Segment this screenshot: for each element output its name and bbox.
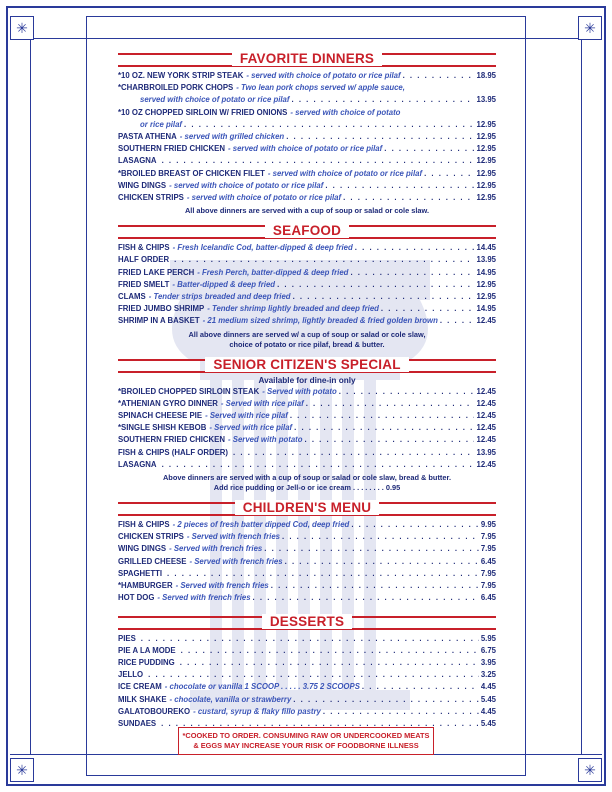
menu-item-name: SOUTHERN FRIED CHICKEN [118, 435, 225, 445]
menu-item-name: *HAMBURGER [118, 581, 173, 591]
dot-leader [384, 143, 474, 155]
dot-leader [323, 706, 479, 718]
menu-item-price: 13.95 [476, 95, 496, 105]
menu-item-price: 13.95 [476, 447, 496, 457]
dot-leader [264, 543, 479, 555]
section-title: CHILDREN'S MENU [235, 500, 379, 515]
menu-item [118, 531, 496, 543]
menu-item [118, 459, 496, 471]
menu-item-description: - Batter-dipped & deep fried [172, 279, 276, 289]
menu-item-name: *SINGLE SHISH KEBOB [118, 423, 207, 433]
note-line: All above dinners are served w/ a cup of soup or salad or cole slaw, [188, 329, 426, 339]
dot-leader [277, 279, 474, 291]
menu-item-description: - served with choice of potato or rice pilaf [246, 71, 401, 80]
menu-item-price: 12.95 [476, 180, 496, 190]
menu-item-name: HALF ORDER [118, 255, 170, 265]
menu-item [118, 694, 496, 706]
menu-item-price: 14.95 [476, 267, 496, 277]
menu-item [118, 706, 496, 718]
menu-item-price: 12.45 [476, 316, 496, 326]
menu-item [118, 519, 496, 531]
menu-item-description: - served with choice of potato or rice pilaf [169, 180, 324, 190]
menu-item-name: FRIED JUMBO SHRIMP [118, 304, 205, 314]
menu-item-description: - chocolate or vanilla 1 SCOOP . . . . . 3.75 2 SCOOPS [164, 682, 360, 692]
menu-item-description: - Tender shrimp lightly breaded and deep fried [207, 304, 379, 314]
menu-item-name: *10 OZ CHOPPED SIRLOIN W/ FRIED ONIONS [118, 107, 288, 117]
menu-item-price: 6.45 [480, 593, 496, 603]
senior-special-list [118, 386, 496, 471]
menu-item-name: LASAGNA [118, 156, 157, 166]
dot-leader [403, 70, 475, 82]
section-title: DESSERTS [262, 614, 352, 629]
menu-item-price: 12.95 [476, 292, 496, 302]
menu-item-price: 5.95 [480, 633, 496, 643]
menu-item-name: LASAGNA [118, 459, 157, 469]
menu-item [118, 410, 496, 422]
menu-item-name: FISH & CHIPS (HALF ORDER) [118, 447, 229, 457]
dot-leader [282, 531, 479, 543]
childrens-menu-header [118, 497, 496, 519]
menu-item-name: HOT DOG [118, 593, 155, 603]
menu-item-price: 4.45 [480, 706, 496, 716]
menu-item [118, 94, 496, 106]
menu-item-price: 12.95 [476, 156, 496, 166]
corner-ornament-icon: ✳ [578, 16, 602, 40]
menu-item-name: WING DINGS [118, 544, 167, 554]
menu-item [118, 267, 496, 279]
menu-item-name: FISH & CHIPS [118, 520, 170, 530]
menu-item [118, 82, 496, 94]
menu-item-price: 7.95 [480, 581, 496, 591]
menu-item-description: - Served with french fries [169, 544, 263, 554]
seafood-list [118, 242, 496, 327]
menu-item-name: FISH & CHIPS [118, 243, 170, 253]
menu-item [118, 303, 496, 315]
menu-item-price: 12.95 [476, 168, 496, 178]
dot-leader [285, 556, 479, 568]
dot-leader [293, 694, 479, 706]
menu-item-name: *BROILED CHOPPED SIRLOIN STEAK [118, 386, 260, 396]
menu-item [118, 681, 496, 693]
menu-item-name: RICE PUDDING [118, 657, 175, 667]
menu-item-price: 12.45 [476, 435, 496, 445]
dot-leader [174, 254, 474, 266]
dot-leader [148, 669, 479, 681]
menu-item-description: - served with choice of potato or rice pilaf [267, 168, 423, 178]
menu-item [118, 556, 496, 568]
menu-item-price: 4.45 [480, 682, 496, 692]
menu-item-name: *CHARBROILED PORK CHOPS [118, 83, 234, 93]
menu-item-description: - Served with potato [228, 435, 303, 445]
menu-item-description: - Served with rice pilaf [220, 398, 304, 408]
section-note [118, 330, 496, 350]
menu-item-price: 12.45 [476, 411, 496, 421]
favorite-dinners-header [118, 48, 496, 70]
menu-item-description: - served with grilled chicken [179, 132, 285, 142]
menu-item [118, 242, 496, 254]
dot-leader [162, 459, 475, 471]
note-line: Add rice pudding or Jell-o or ice cream . . . . . . . . 0.95 [213, 483, 401, 493]
menu-item-description: - served with choice of potato or rice pilaf [186, 193, 342, 203]
section-note [118, 473, 496, 493]
note-line: Above dinners are served with a cup of soup or salad or cole slaw, bread & butter. [162, 473, 452, 483]
menu-item [118, 180, 496, 192]
dot-leader [355, 242, 475, 254]
menu-item-description: - Served with rice pilaf [205, 411, 288, 421]
dot-leader [253, 592, 479, 604]
menu-item [118, 447, 496, 459]
dot-leader [290, 410, 475, 422]
senior-special-header [118, 354, 496, 376]
menu-item [118, 398, 496, 410]
note-line: choice of potato or rice pilaf, bread & butter. [229, 339, 385, 349]
menu-item [118, 645, 496, 657]
menu-item-name: *10 OZ. NEW YORK STRIP STEAK [118, 71, 244, 80]
menu-item-price: 5.45 [480, 718, 496, 728]
menu-item-price: 13.95 [476, 255, 496, 265]
dot-leader [362, 681, 479, 693]
menu-item-description: - 21 medium sized shrimp, lightly breaded & fried golden brown [202, 316, 438, 326]
menu-item [118, 543, 496, 555]
menu-item [118, 669, 496, 681]
menu-item-description: - Served with french fries [157, 593, 251, 603]
menu-item-price: 7.95 [480, 544, 496, 554]
menu-item-description: - Fresh Perch, batter-dipped & deep fried [197, 267, 349, 277]
section-subtitle: Available for dine-in only [258, 375, 356, 385]
menu-item-description: - Served with french fries [175, 581, 269, 591]
menu-item [118, 422, 496, 434]
menu-item-name: PASTA ATHENA [118, 132, 177, 142]
menu-content [118, 46, 496, 730]
dot-leader [180, 657, 479, 669]
menu-item-name: GALATOBOUREKO [118, 706, 191, 716]
menu-item-description: - Fresh Icelandic Cod, batter-dipped & deep fried [172, 243, 353, 253]
dot-leader [286, 131, 474, 143]
menu-item-price: 12.95 [476, 119, 496, 129]
dot-leader [181, 645, 479, 657]
menu-item [118, 633, 496, 645]
menu-item-price: 6.75 [480, 645, 496, 655]
dot-leader [325, 180, 474, 192]
menu-item-price: 12.95 [476, 132, 496, 142]
menu-item-name: CHICKEN STRIPS [118, 193, 184, 203]
desserts-header [118, 611, 496, 633]
right-rule [581, 38, 582, 754]
menu-item-name: *ATHENIAN GYRO DINNER [118, 398, 218, 408]
menu-item-name: SPAGHETTI [118, 568, 163, 578]
menu-item [118, 291, 496, 303]
menu-item-description: - Two lean pork chops served w/ apple sauce, [236, 83, 405, 93]
menu-item-price: 12.95 [476, 279, 496, 289]
menu-item-price: 18.95 [476, 71, 496, 80]
menu-item-description: - Tender strips breaded and deep fried [148, 292, 291, 302]
menu-item-description: - 2 pieces of fresh batter dipped Cod, deep fried [172, 520, 350, 530]
menu-item-description: - Served with french fries [189, 556, 283, 566]
menu-item-description: - chocolate, vanilla or strawberry [169, 694, 292, 704]
menu-item-price: 7.95 [480, 568, 496, 578]
dot-leader [381, 303, 475, 315]
menu-item-name: SOUTHERN FRIED CHICKEN [118, 144, 225, 154]
menu-item-description: - custard, syrup & flaky fillo pastry [193, 706, 321, 716]
dot-leader [162, 155, 475, 167]
desserts-list [118, 633, 496, 731]
menu-item [118, 143, 496, 155]
menu-item-price: 12.45 [476, 423, 496, 433]
section-title: SENIOR CITIZEN'S SPECIAL [205, 357, 408, 372]
menu-item-description: served with choice of potato or rice pilaf [140, 95, 290, 105]
dot-leader [339, 386, 475, 398]
dot-leader [271, 580, 479, 592]
menu-item-name: CHICKEN STRIPS [118, 532, 184, 542]
menu-item-name: FRIED LAKE PERCH [118, 267, 195, 277]
corner-ornament-icon: ✳ [10, 16, 34, 40]
menu-item-description: - served with choice of potato or rice pilaf [228, 144, 383, 154]
menu-item [118, 107, 496, 119]
menu-item-price: 12.45 [476, 386, 496, 396]
dot-leader [291, 94, 474, 106]
menu-item-price: 12.95 [476, 193, 496, 203]
menu-item [118, 434, 496, 446]
dot-leader [293, 291, 475, 303]
left-rule [30, 38, 31, 754]
section-title: SEAFOOD [265, 223, 349, 238]
section-title: FAVORITE DINNERS [232, 51, 382, 66]
menu-item-name: GRILLED CHEESE [118, 556, 187, 566]
menu-item-price: 9.95 [480, 520, 496, 530]
menu-item [118, 192, 496, 204]
dot-leader [184, 119, 474, 131]
corner-ornament-icon: ✳ [10, 758, 34, 782]
menu-item [118, 592, 496, 604]
menu-item [118, 70, 496, 82]
menu-item-price: 3.25 [480, 670, 496, 680]
menu-item-price: 14.95 [476, 304, 496, 314]
menu-item [118, 119, 496, 131]
menu-item-description: - Served with french fries [186, 532, 281, 542]
menu-item-price: 12.45 [476, 398, 496, 408]
menu-item-name: SHRIMP IN A BASKET [118, 316, 200, 326]
menu-item-price: 7.95 [480, 532, 496, 542]
menu-item [118, 568, 496, 580]
menu-item-price: 5.45 [480, 694, 496, 704]
menu-item-name: PIES [118, 633, 136, 643]
menu-item-name: ICE CREAM [118, 682, 162, 692]
menu-item [118, 168, 496, 180]
menu-item-name: MILK SHAKE [118, 694, 167, 704]
menu-item-name: WING DINGS [118, 180, 167, 190]
menu-item [118, 315, 496, 327]
warning-line: *COOKED TO ORDER. CONSUMING RAW OR UNDERCOOKED MEATS [182, 731, 430, 740]
menu-item-name: FRIED SMELT [118, 279, 170, 289]
warning-line: & EGGS MAY INCREASE YOUR RISK OF FOODBORNE ILLNESS [193, 740, 419, 750]
menu-item-name: CLAMS [118, 292, 146, 302]
dot-leader [141, 633, 479, 645]
menu-item [118, 279, 496, 291]
menu-item-price: 3.95 [480, 657, 496, 667]
seafood-header [118, 220, 496, 242]
menu-item [118, 386, 496, 398]
dot-leader [343, 192, 474, 204]
menu-item-description: - Served with rice pilaf [209, 423, 293, 433]
menu-item-price: 6.45 [480, 556, 496, 566]
menu-item-name: *BROILED BREAST OF CHICKEN FILET [118, 168, 265, 178]
dot-leader [351, 519, 478, 531]
menu-item [118, 657, 496, 669]
menu-item-name: PIE A LA MODE [118, 645, 176, 655]
menu-item-name: SPINACH CHEESE PIE [118, 411, 203, 421]
menu-item-name: JELLO [118, 670, 144, 680]
dot-leader [424, 168, 474, 180]
favorite-dinners-list [118, 70, 496, 204]
corner-ornament-icon: ✳ [578, 758, 602, 782]
menu-item-price: 12.45 [476, 459, 496, 469]
menu-item-description: - Served with potato [262, 386, 337, 396]
dot-leader [305, 434, 475, 446]
dot-leader [440, 315, 475, 327]
section-note: All above dinners are served with a cup of soup or salad or cole slaw. [184, 206, 430, 216]
dot-leader [350, 267, 474, 279]
dot-leader [294, 422, 474, 434]
menu-item-price: 12.95 [476, 144, 496, 154]
menu-item-description: or rice pilaf [140, 119, 183, 129]
menu-item-description: - served with choice of potato [290, 107, 401, 117]
menu-item [118, 155, 496, 167]
childrens-menu-list [118, 519, 496, 604]
menu-item-price: 14.45 [476, 243, 496, 253]
menu-item [118, 580, 496, 592]
dot-leader [233, 447, 474, 459]
menu-item [118, 131, 496, 143]
menu-item [118, 254, 496, 266]
dot-leader [306, 398, 475, 410]
dot-leader [167, 568, 479, 580]
menu-item-name: SUNDAES [118, 718, 157, 728]
food-safety-warning [178, 727, 434, 755]
